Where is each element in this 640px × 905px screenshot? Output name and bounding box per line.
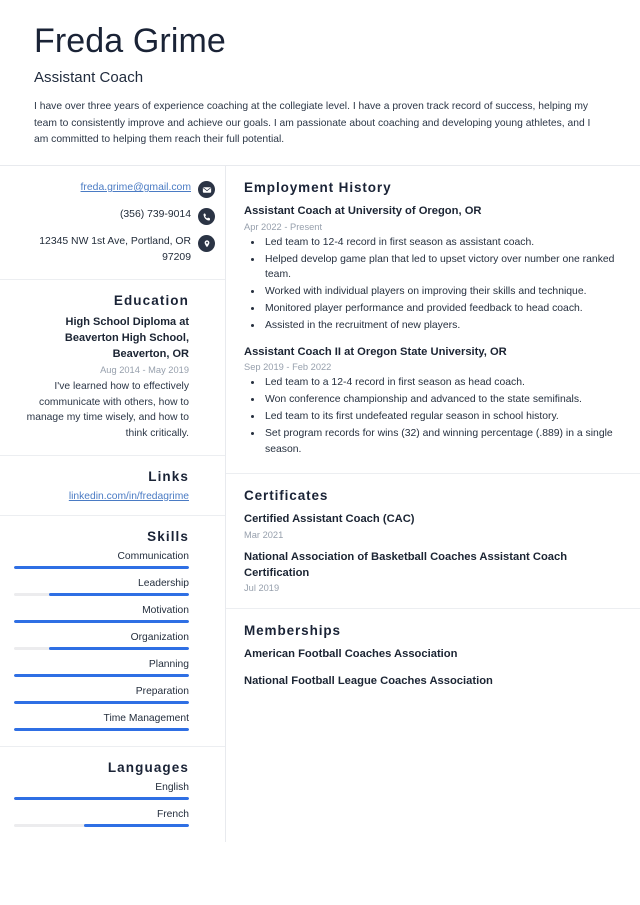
employment-history-section [226, 166, 640, 474]
skill-bar-track [14, 593, 189, 596]
candidate-name: Freda Grime [34, 22, 226, 60]
skill-item [14, 605, 189, 623]
certificates-section [226, 474, 640, 609]
job-date: Sep 2019 - Feb 2022 [244, 362, 332, 373]
language-label: French [156, 808, 189, 820]
education-degree: High School Diploma at Beaverton High School, Beaverton, OR [64, 316, 189, 361]
language-bar-track [14, 797, 189, 800]
certificates-heading: Certificates [244, 488, 329, 504]
skills-heading: Skills [147, 528, 189, 544]
language-item [14, 782, 189, 800]
membership-entry: National Football League Coaches Association [244, 675, 493, 688]
skill-label: Preparation [135, 685, 189, 697]
skill-bar-fill [14, 620, 189, 623]
skill-item [14, 578, 189, 596]
skill-label: Planning [148, 658, 189, 670]
candidate-job-title: Assistant Coach [34, 69, 144, 87]
skill-label: Time Management [103, 712, 189, 724]
contact-row-email [14, 180, 215, 198]
skill-item [14, 713, 189, 731]
address-value: 12345 NW 1st Ave, Portland, OR 97209 [39, 236, 191, 263]
job-bullet: • Helped develop game plan that led to upset victory over number one ranked team. [263, 252, 626, 284]
education-item [14, 315, 189, 441]
language-item [14, 809, 189, 827]
skill-bar-track [14, 566, 189, 569]
skill-item [14, 659, 189, 677]
contact-section [0, 166, 225, 280]
main-content [226, 166, 640, 842]
phone-icon [198, 208, 215, 225]
employment-history-heading: Employment History [244, 180, 392, 196]
skill-bar-fill [14, 674, 189, 677]
job-bullet: • Worked with individual players on improving their skills and technique. [263, 284, 626, 300]
skill-bar-track [14, 674, 189, 677]
envelope-icon [198, 181, 215, 198]
education-section [0, 280, 225, 455]
location-pin-icon [198, 235, 215, 252]
skills-section [0, 516, 225, 747]
skill-bar-track [14, 701, 189, 704]
job-bullet: • Led team to a 12-4 record in first season as head coach. [263, 375, 626, 391]
job-bullet: • Won conference championship and advanced to the state semifinals. [263, 392, 626, 408]
skill-item [14, 551, 189, 569]
job-date: Apr 2022 - Present [244, 221, 323, 232]
skill-bar-fill [49, 647, 189, 650]
skill-label: Leadership [138, 577, 189, 589]
skill-item [14, 686, 189, 704]
skill-bar-fill [14, 566, 189, 569]
links-section [0, 456, 225, 516]
certificate-entry [244, 550, 626, 593]
certificate-name: Certified Assistant Coach (CAC) [244, 513, 415, 526]
email-value[interactable]: freda.grime@gmail.com [80, 182, 191, 194]
job-bullet: • Monitored player performance and provided feedback to head coach. [263, 301, 626, 317]
certificate-name: National Association of Basketball Coaches Assistant Coach Certification [244, 551, 568, 579]
job-entry [244, 204, 626, 334]
job-title: Assistant Coach at University of Oregon, OR [244, 205, 482, 218]
phone-value: (356) 739-9014 [119, 209, 191, 221]
links-heading: Links [148, 468, 189, 484]
skill-bar-fill [49, 593, 189, 596]
job-entry [244, 345, 626, 458]
job-bullets [244, 375, 626, 457]
skill-bar-track [14, 620, 189, 623]
link-item-linkedin[interactable]: linkedin.com/in/fredagrime [68, 490, 189, 502]
certificate-date: Jul 2019 [244, 583, 280, 594]
education-description: I've learned how to effectively communicate with others, how to manage my time wisely, and how to think critically. [26, 381, 189, 440]
job-bullets [244, 235, 626, 334]
professional-summary: I have over three years of experience coaching at the collegiate level. I have a proven track record of success, helping my team to consistently improve and achieve our goals. I am passionate about coaching and developing young athletes, and I am committed to helping them reach their full potential. [34, 101, 591, 146]
languages-section [0, 747, 225, 842]
contact-row-phone [14, 207, 215, 225]
sidebar [0, 166, 226, 842]
education-date: Aug 2014 - May 2019 [100, 365, 189, 376]
job-bullet: • Assisted in the recruitment of new players. [263, 318, 626, 334]
resume-header [0, 0, 640, 165]
languages-heading: Languages [107, 759, 189, 775]
job-title: Assistant Coach II at Oregon State University, OR [244, 345, 507, 358]
language-bar-fill [84, 824, 189, 827]
memberships-section [226, 609, 640, 704]
skill-label: Communication [117, 550, 189, 562]
certificate-entry [244, 512, 626, 540]
language-bar-fill [14, 797, 189, 800]
language-bar-track [14, 824, 189, 827]
education-heading: Education [113, 293, 189, 309]
membership-entry: American Football Coaches Association [244, 648, 458, 661]
memberships-heading: Memberships [244, 623, 341, 639]
skill-label: Motivation [142, 604, 189, 616]
job-bullet: • Led team to its first undefeated regular season in school history. [263, 409, 626, 425]
skill-bar-fill [14, 728, 189, 731]
resume-body [0, 165, 640, 842]
language-label: English [155, 781, 189, 793]
skill-item [14, 632, 189, 650]
skill-bar-track [14, 647, 189, 650]
job-bullet: • Set program records for wins (32) and winning percentage (.889) in a single season. [263, 426, 626, 458]
certificate-date: Mar 2021 [244, 530, 284, 541]
skill-bar-fill [14, 701, 189, 704]
contact-row-address [14, 234, 215, 265]
skill-bar-track [14, 728, 189, 731]
skill-label: Organization [130, 631, 189, 643]
job-bullet: • Led team to 12-4 record in first season as assistant coach. [263, 235, 626, 251]
